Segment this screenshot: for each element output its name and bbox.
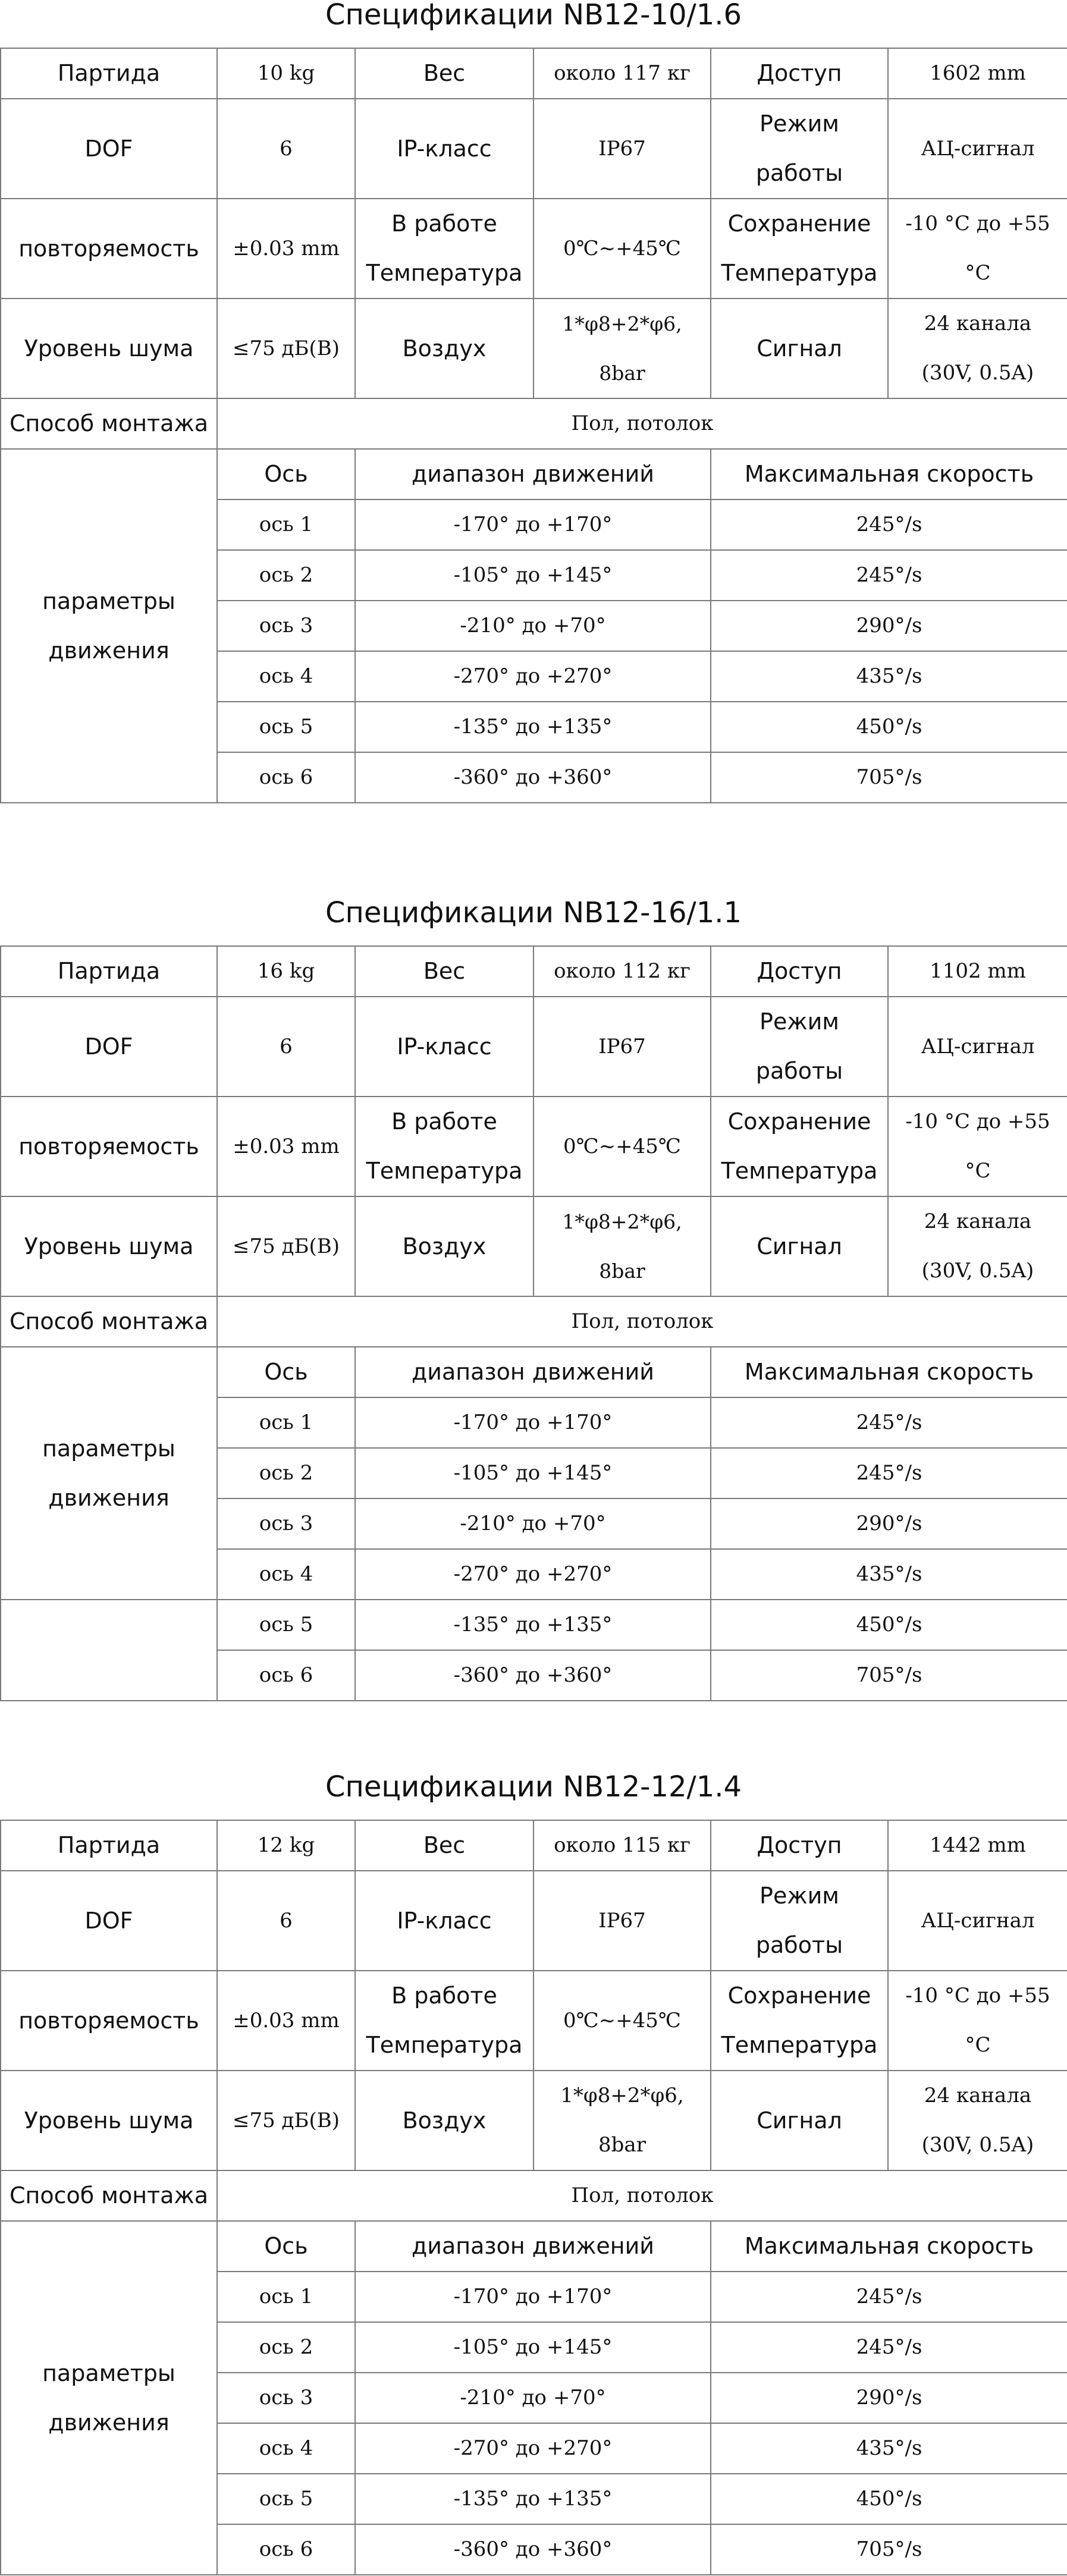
axis-range: -210° до +70° — [355, 601, 711, 651]
axis-speed: 245°/s — [711, 1397, 1067, 1448]
axis-speed: 290°/s — [711, 1499, 1067, 1549]
axis-range: -170° до +170° — [355, 1397, 711, 1448]
axis-speed: 705°/s — [711, 752, 1067, 803]
dof-label: DOF — [1, 99, 217, 199]
mode-value: АЦ-сигнал — [888, 1871, 1067, 1971]
axis-name: ось 3 — [217, 1499, 355, 1549]
axis-speed: 245°/s — [711, 2322, 1067, 2373]
axis-range: -360° до +360° — [355, 2524, 711, 2575]
signal-label: Сигнал — [711, 299, 888, 398]
axis-header: Ось — [217, 1347, 355, 1397]
mode-value: АЦ-сигнал — [888, 997, 1067, 1097]
reach-label: Доступ — [711, 1820, 888, 1871]
mode-label: Режим работы — [711, 1871, 888, 1971]
mounting-value: Пол, потолок — [217, 2170, 1067, 2221]
axis-speed: 435°/s — [711, 2423, 1067, 2474]
ip-label: IP-класс — [355, 99, 534, 199]
noise-label: Уровень шума — [1, 2071, 217, 2170]
reach-label: Доступ — [711, 946, 888, 997]
motion-params-label: параметры движения — [1, 2221, 217, 2575]
axis-speed: 450°/s — [711, 1600, 1067, 1650]
reach-value: 1102 mm — [888, 946, 1067, 997]
axis-name: ось 1 — [217, 2272, 355, 2322]
spec-table — [0, 945, 1067, 1701]
axis-speed: 290°/s — [711, 2373, 1067, 2423]
dof-value: 6 — [217, 1871, 355, 1971]
ip-value: IP67 — [534, 997, 711, 1097]
operating-temp-label: В работе Температура — [355, 1971, 534, 2071]
axis-name: ось 4 — [217, 1549, 355, 1600]
payload-value: 10 kg — [217, 48, 355, 99]
air-value: 1*φ8+2*φ6, 8bar — [534, 2071, 711, 2170]
motion-params-empty-cell — [1, 1600, 217, 1701]
dof-label: DOF — [1, 1871, 217, 1971]
axis-range: -360° до +360° — [355, 752, 711, 803]
repeatability-label: повторяемость — [1, 199, 217, 299]
axis-range: -210° до +70° — [355, 1499, 711, 1549]
spec-title: Спецификации NB12-10/1.6 — [325, 0, 742, 32]
storage-temp-label: Сохранение Температура — [711, 199, 888, 299]
axis-speed: 245°/s — [711, 2272, 1067, 2322]
ip-value: IP67 — [534, 1871, 711, 1971]
axis-range: -360° до +360° — [355, 1650, 711, 1701]
ip-value: IP67 — [534, 99, 711, 199]
axis-speed: 245°/s — [711, 500, 1067, 550]
weight-value: около 115 кг — [534, 1820, 711, 1871]
motion-params-label: параметры движения — [1, 449, 217, 803]
noise-label: Уровень шума — [1, 1196, 217, 1296]
mode-label: Режим работы — [711, 99, 888, 199]
noise-value: ≤75 дБ(В) — [217, 2071, 355, 2170]
noise-value: ≤75 дБ(В) — [217, 1196, 355, 1296]
spec-title: Спецификации NB12-16/1.1 — [325, 896, 742, 929]
signal-value: 24 канала (30V, 0.5A) — [888, 2071, 1067, 2170]
mounting-value: Пол, потолок — [217, 1296, 1067, 1347]
noise-value: ≤75 дБ(В) — [217, 299, 355, 398]
axis-speed: 450°/s — [711, 702, 1067, 752]
weight-value: около 112 кг — [534, 946, 711, 997]
spec-table — [0, 1820, 1067, 2575]
speed-header: Максимальная скорость — [711, 1347, 1067, 1397]
reach-value: 1442 mm — [888, 1820, 1067, 1871]
axis-range: -135° до +135° — [355, 702, 711, 752]
axis-row — [1, 1600, 1067, 1650]
axis-speed: 435°/s — [711, 651, 1067, 702]
repeatability-value: ±0.03 mm — [217, 199, 355, 299]
speed-header: Максимальная скорость — [711, 449, 1067, 500]
signal-value: 24 канала (30V, 0.5A) — [888, 299, 1067, 398]
storage-temp-label: Сохранение Температура — [711, 1097, 888, 1196]
axis-name: ось 4 — [217, 2423, 355, 2474]
mounting-label: Способ монтажа — [1, 2170, 217, 2221]
axis-range: -170° до +170° — [355, 500, 711, 550]
reach-label: Доступ — [711, 48, 888, 99]
mode-label: Режим работы — [711, 997, 888, 1097]
axis-speed: 705°/s — [711, 1650, 1067, 1701]
reach-value: 1602 mm — [888, 48, 1067, 99]
noise-label: Уровень шума — [1, 299, 217, 398]
signal-value: 24 канала (30V, 0.5A) — [888, 1196, 1067, 1296]
air-label: Воздух — [355, 1196, 534, 1296]
axis-name: ось 6 — [217, 752, 355, 803]
axis-name: ось 1 — [217, 1397, 355, 1448]
operating-temp-value: 0℃~+45℃ — [534, 199, 711, 299]
weight-label: Вес — [355, 946, 534, 997]
mounting-value: Пол, потолок — [217, 398, 1067, 449]
axis-name: ось 5 — [217, 702, 355, 752]
spec-title: Спецификации NB12-12/1.4 — [325, 1770, 742, 1804]
spec-sheet-1 — [0, 0, 1067, 803]
mounting-label: Способ монтажа — [1, 1296, 217, 1347]
spec-table — [0, 48, 1067, 803]
payload-label: Партида — [1, 48, 217, 99]
axis-range: -105° до +145° — [355, 2322, 711, 2373]
operating-temp-value: 0℃~+45℃ — [534, 1971, 711, 2071]
axis-range: -270° до +270° — [355, 651, 711, 702]
air-label: Воздух — [355, 299, 534, 398]
axis-range: -135° до +135° — [355, 1600, 711, 1650]
ip-label: IP-класс — [355, 1871, 534, 1971]
weight-value: около 117 кг — [534, 48, 711, 99]
axis-range: -270° до +270° — [355, 1549, 711, 1600]
axis-name: ось 6 — [217, 2524, 355, 2575]
axis-range: -170° до +170° — [355, 2272, 711, 2322]
payload-value: 12 kg — [217, 1820, 355, 1871]
repeatability-value: ±0.03 mm — [217, 1097, 355, 1196]
axis-name: ось 3 — [217, 2373, 355, 2423]
operating-temp-label: В работе Температура — [355, 1097, 534, 1196]
spec-sheet-3 — [0, 1772, 1067, 2575]
axis-name: ось 2 — [217, 2322, 355, 2373]
motion-params-label: параметры движения — [1, 1347, 217, 1600]
mounting-label: Способ монтажа — [1, 398, 217, 449]
repeatability-label: повторяемость — [1, 1971, 217, 2071]
axis-speed: 435°/s — [711, 1549, 1067, 1600]
signal-label: Сигнал — [711, 2071, 888, 2170]
weight-label: Вес — [355, 1820, 534, 1871]
axis-header: Ось — [217, 449, 355, 500]
axis-name: ось 4 — [217, 651, 355, 702]
axis-header: Ось — [217, 2221, 355, 2272]
weight-label: Вес — [355, 48, 534, 99]
axis-speed: 245°/s — [711, 550, 1067, 601]
axis-name: ось 1 — [217, 500, 355, 550]
dof-value: 6 — [217, 997, 355, 1097]
axis-range: -270° до +270° — [355, 2423, 711, 2474]
axis-speed: 290°/s — [711, 601, 1067, 651]
payload-label: Партида — [1, 946, 217, 997]
spec-sheet-2 — [0, 898, 1067, 1701]
axis-name: ось 3 — [217, 601, 355, 651]
axis-name: ось 2 — [217, 1448, 355, 1499]
storage-temp-value: -10 °C до +55 °C — [888, 1097, 1067, 1196]
axis-range: -210° до +70° — [355, 2373, 711, 2423]
operating-temp-label: В работе Температура — [355, 199, 534, 299]
payload-value: 16 kg — [217, 946, 355, 997]
ip-label: IP-класс — [355, 997, 534, 1097]
axis-range: -105° до +145° — [355, 550, 711, 601]
axis-name: ось 2 — [217, 550, 355, 601]
payload-label: Партида — [1, 1820, 217, 1871]
air-value: 1*φ8+2*φ6, 8bar — [534, 1196, 711, 1296]
dof-label: DOF — [1, 997, 217, 1097]
storage-temp-value: -10 °C до +55 °C — [888, 1971, 1067, 2071]
signal-label: Сигнал — [711, 1196, 888, 1296]
mode-value: АЦ-сигнал — [888, 99, 1067, 199]
dof-value: 6 — [217, 99, 355, 199]
range-header: диапазон движений — [355, 449, 711, 500]
axis-range: -105° до +145° — [355, 1448, 711, 1499]
axis-name: ось 6 — [217, 1650, 355, 1701]
operating-temp-value: 0℃~+45℃ — [534, 1097, 711, 1196]
speed-header: Максимальная скорость — [711, 2221, 1067, 2272]
air-label: Воздух — [355, 2071, 534, 2170]
range-header: диапазон движений — [355, 2221, 711, 2272]
repeatability-value: ±0.03 mm — [217, 1971, 355, 2071]
axis-speed: 450°/s — [711, 2474, 1067, 2524]
repeatability-label: повторяемость — [1, 1097, 217, 1196]
storage-temp-label: Сохранение Температура — [711, 1971, 888, 2071]
axis-range: -135° до +135° — [355, 2474, 711, 2524]
axis-name: ось 5 — [217, 2474, 355, 2524]
air-value: 1*φ8+2*φ6, 8bar — [534, 299, 711, 398]
axis-speed: 705°/s — [711, 2524, 1067, 2575]
axis-name: ось 5 — [217, 1600, 355, 1650]
range-header: диапазон движений — [355, 1347, 711, 1397]
storage-temp-value: -10 °C до +55 °C — [888, 199, 1067, 299]
axis-speed: 245°/s — [711, 1448, 1067, 1499]
